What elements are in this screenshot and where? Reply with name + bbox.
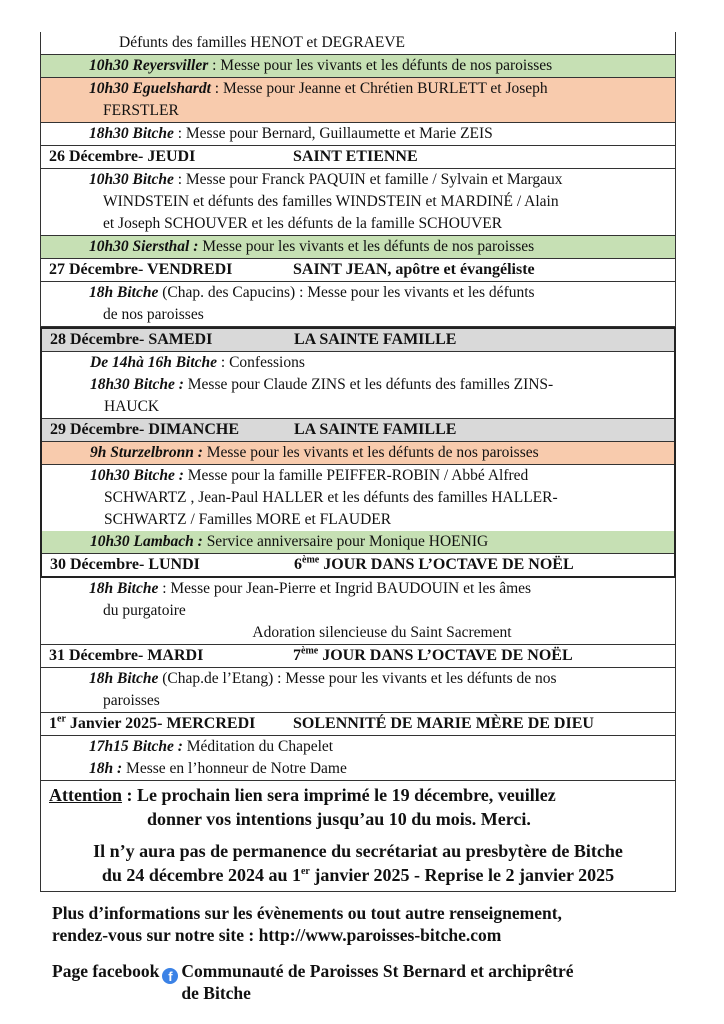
entry-text: Service anniversaire pour Monique HOENIG: [202, 533, 489, 550]
schedule-row: [40, 282, 676, 327]
notice-sup: er: [300, 866, 310, 877]
notice-text: janvier 2025 - Reprise le 2 janvier 2025: [309, 865, 615, 885]
schedule-row: [40, 123, 676, 146]
entry-continuation: WINDSTEIN et défunts des familles WINDSTEIN et MARDINÉ / Alain: [103, 193, 559, 210]
schedule-row: [40, 236, 676, 259]
day-date: [49, 713, 293, 735]
facebook-label: Page facebook: [52, 961, 160, 981]
entry-text: Messe pour les vivants et les défunts de nos paroisses: [202, 444, 539, 461]
date-text: Janvier 2025- MERCREDI: [65, 715, 256, 732]
entry-time-place: 17h15 Bitche :: [89, 738, 183, 755]
notice-line: [49, 783, 667, 807]
entry-time-place: 10h30 Reyersviller: [89, 57, 209, 74]
day-header-26: [40, 146, 676, 169]
entry-text: Messe en l’honneur de Notre Dame: [122, 760, 347, 777]
entry-time-place: 18h30 Bitche :: [90, 376, 184, 393]
entry-continuation: et Joseph SCHOUVER et les défunts de la famille SCHOUVER: [103, 215, 503, 232]
website-line[interactable]: rendez-vous sur notre site : http://www.paroisses-bitche.com: [52, 925, 502, 945]
facebook-page-name[interactable]: [181, 960, 573, 1004]
entry-continuation: de nos paroisses: [103, 306, 204, 323]
schedule-row: [40, 55, 676, 78]
entry-text: Messe pour Claude ZINS et les défunts des familles ZINS-: [183, 376, 554, 393]
entry-time-place: 10h30 Bitche :: [90, 467, 184, 484]
feast-ordinal: 6: [294, 556, 302, 573]
entry-text: : Confessions: [217, 354, 305, 371]
day-feast: SOLENNITÉ DE MARIE MÈRE DE DIEU: [293, 715, 594, 732]
adoration-note: Adoration silencieuse du Saint Sacrement: [252, 624, 512, 641]
feast-ordinal: 7: [293, 647, 301, 664]
day-feast: SAINT JEAN, apôtre et évangéliste: [293, 261, 535, 278]
entry-text: : Messe pour Bernard, Guillaumette et Marie ZEIS: [173, 125, 493, 142]
entry-continuation: paroisses: [103, 692, 160, 709]
day-header-31: [40, 645, 676, 668]
entry-time-place: 9h Sturzelbronn :: [90, 444, 203, 461]
schedule-row: [40, 668, 676, 713]
notice-line: [49, 863, 667, 887]
entry-text: : Messe pour Franck PAQUIN et famille / Sylvain et Margaux: [173, 171, 563, 188]
feast-name: JOUR DANS L’OCTAVE DE NOËL: [318, 647, 573, 664]
day-date: 29 Décembre- DIMANCHE: [50, 421, 239, 438]
facebook-footer: [52, 960, 692, 1004]
entry-time-place: 10h30 Lambach :: [90, 533, 203, 550]
notice-line: donner vos intentions jusqu’au 10 du mois. Merci.: [147, 809, 531, 829]
entry-time-place: 10h30 Eguelshardt: [89, 80, 211, 97]
entry-time-place: 18h Bitche: [89, 580, 159, 597]
schedule-row: [40, 736, 676, 758]
entry-time-place: 18h Bitche: [89, 284, 159, 301]
entry-time-place: 10h30 Bitche: [89, 171, 174, 188]
facebook-icon[interactable]: f: [162, 968, 178, 984]
schedule-row: [40, 32, 676, 55]
entry-text: Messe pour la famille PEIFFER-ROBIN / Abbé Alfred: [183, 467, 529, 484]
schedule-row: [42, 531, 674, 554]
entry-text: : Messe pour Jeanne et Chrétien BURLETT et Joseph: [210, 80, 548, 97]
day-header-30: [42, 554, 674, 576]
schedule-row: [42, 465, 674, 531]
notice-text: du 24 décembre 2024 au 1: [101, 865, 301, 885]
entry-text: Messe pour les vivants et les défunts de nos paroisses: [198, 238, 535, 255]
notice-box: [40, 781, 676, 892]
entry-continuation: SCHWARTZ , Jean-Paul HALLER et les défunts des familles HALLER-: [104, 489, 558, 506]
day-header-29: [42, 419, 674, 442]
schedule-row: [40, 169, 676, 236]
entry-text: : Messe pour les vivants et les défunts de nos paroisses: [208, 57, 553, 74]
day-date: 30 Décembre- LUNDI: [50, 556, 200, 573]
weekend-box: [40, 327, 676, 578]
day-feast: [294, 554, 574, 576]
mass-schedule-table: [40, 32, 676, 892]
date-suffix: er: [57, 713, 66, 725]
feast-name: JOUR DANS L’OCTAVE DE NOËL: [319, 556, 574, 573]
entry-time-place: 10h30 Siersthal :: [89, 238, 199, 255]
feast-ordinal-suffix: ème: [302, 554, 320, 566]
day-date: 26 Décembre- JEUDI: [49, 148, 196, 165]
schedule-row: [40, 758, 676, 781]
day-feast: [293, 645, 573, 667]
day-header-27: [40, 259, 676, 282]
day-header-28: [42, 329, 674, 352]
entry-time-place: 18h30 Bitche: [89, 125, 174, 142]
day-date: 31 Décembre- MARDI: [49, 647, 204, 664]
entry-continuation: HAUCK: [104, 398, 160, 415]
entry-text: Méditation du Chapelet: [182, 738, 334, 755]
day-feast: LA SAINTE FAMILLE: [294, 421, 457, 438]
entry-continuation: du purgatoire: [103, 602, 186, 619]
day-feast: LA SAINTE FAMILLE: [294, 331, 457, 348]
info-footer: [52, 902, 692, 946]
notice-text: : Le prochain lien sera imprimé le 19 décembre, veuillez: [122, 785, 556, 805]
facebook-page-name-line: Communauté de Paroisses St Bernard et archiprêtré: [181, 961, 574, 981]
facebook-page-name-line: de Bitche: [181, 983, 251, 1003]
entry-continuation: FERSTLER: [103, 102, 179, 119]
entry-time-place: 18h Bitche: [89, 670, 159, 687]
entry-text: Défunts des familles HENOT et DEGRAEVE: [119, 34, 405, 51]
schedule-row: [42, 442, 674, 465]
entry-time-place: 18h :: [89, 760, 123, 777]
schedule-row: [42, 352, 674, 374]
schedule-row: [42, 374, 674, 419]
entry-time-place: De 14hà 16h Bitche: [90, 354, 218, 371]
schedule-row: [40, 78, 676, 123]
info-line: Plus d’informations sur les évènements ou tout autre renseignement,: [52, 903, 562, 923]
day-date: 27 Décembre- VENDREDI: [49, 261, 233, 278]
day-header-1: [40, 713, 676, 736]
entry-text: : Messe pour Jean-Pierre et Ingrid BAUDOUIN et les âmes: [158, 580, 532, 597]
day-feast: SAINT ETIENNE: [293, 148, 418, 165]
date-number: 1: [49, 715, 57, 732]
day-date: 28 Décembre- SAMEDI: [50, 331, 213, 348]
entry-continuation: SCHWARTZ / Familles MORE et FLAUDER: [104, 511, 392, 528]
entry-text: (Chap. des Capucins) : Messe pour les vivants et les défunts: [158, 284, 535, 301]
notice-line: Il n’y aura pas de permanence du secrétariat au presbytère de Bitche: [93, 841, 623, 861]
schedule-row: [40, 578, 676, 645]
attention-label: Attention: [49, 785, 122, 805]
entry-text: (Chap.de l’Etang) : Messe pour les vivants et les défunts de nos: [158, 670, 557, 687]
feast-ordinal-suffix: ème: [301, 645, 319, 657]
